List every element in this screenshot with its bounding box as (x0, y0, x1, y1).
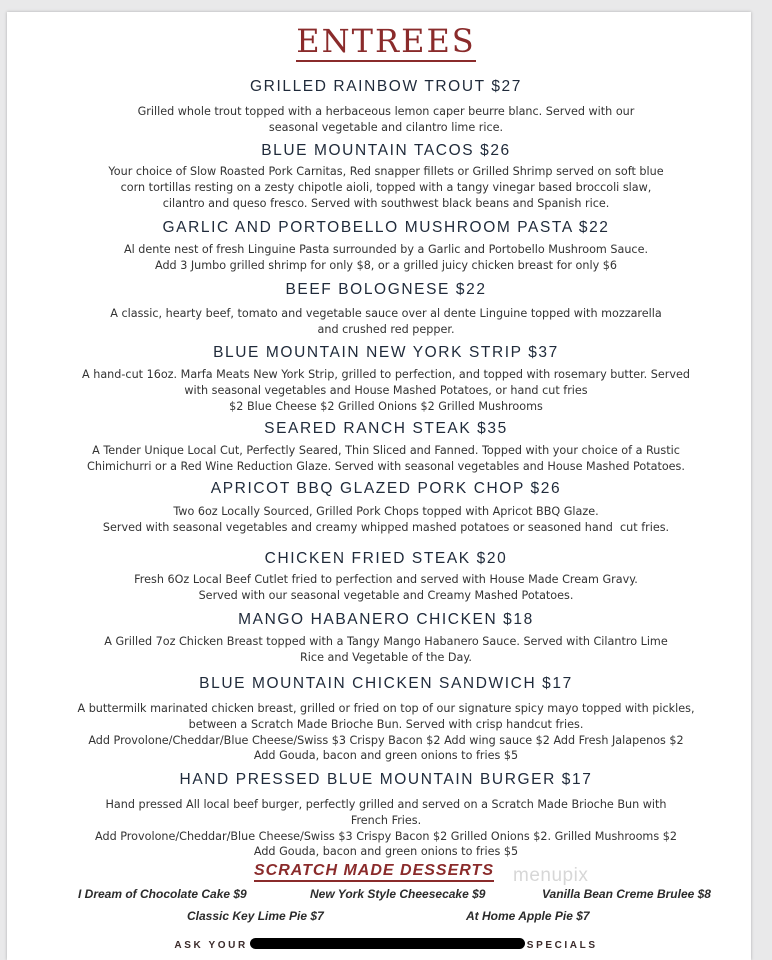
desserts-heading: SCRATCH MADE DESSERTS (254, 862, 494, 882)
entree-name: CHICKEN FRIED STEAK $20 (264, 550, 508, 567)
entree-name: APRICOT BBQ GLAZED PORK CHOP $26 (210, 480, 562, 497)
entree-description: Fresh 6Oz Local Beef Cutlet fried to perfection and served with House Made Cream Gravy. Served with our seasonal vegetable and Creamy Mashed Potatoes. (134, 573, 638, 602)
dessert-item: At Home Apple Pie $7 (466, 909, 590, 923)
entree-name: BLUE MOUNTAIN NEW YORK STRIP $37 (213, 344, 559, 361)
footer-note (0, 938, 772, 951)
entree-description: A classic, hearty beef, tomato and vegetable sauce over al dente Linguine topped with mozzarella and crushed red pepper. (110, 307, 662, 336)
dessert-item: Vanilla Bean Creme Brulee $8 (542, 887, 711, 901)
entree-name: GRILLED RAINBOW TROUT $27 (250, 78, 522, 95)
dessert-item: New York Style Cheesecake $9 (310, 887, 486, 901)
entree-description: A Tender Unique Local Cut, Perfectly Seared, Thin Sliced and Fanned. Topped with your choice of a Rustic Chimichurri or a Red Wine Reduction Glaze. Served with seasonal vegetables and House Mashed Potatoes. (87, 444, 685, 473)
footer-text-start: ASK YOUR (174, 940, 248, 951)
redaction-bar (250, 938, 525, 949)
dessert-item: Classic Key Lime Pie $7 (187, 909, 324, 923)
entree-description: Grilled whole trout topped with a herbaceous lemon caper beurre blanc. Served with our seasonal vegetable and cilantro lime rice. (137, 105, 635, 134)
entree-description: Hand pressed All local beef burger, perfectly grilled and served on a Scratch Made Brioche Bun with French Fries. Add Provolone/Cheddar/Blue Cheese/Swiss $3 Crispy Bacon $2 Grilled Onions $2. Grilled Mushrooms $2 Add Gouda, bacon and green onions to fries $5 (95, 798, 677, 859)
page-title: ENTREES (296, 22, 476, 60)
entree-name: BLUE MOUNTAIN TACOS $26 (261, 142, 511, 159)
entree-name: GARLIC AND PORTOBELLO MUSHROOM PASTA $22 (162, 219, 610, 236)
entree-name: HAND PRESSED BLUE MOUNTAIN BURGER $17 (179, 771, 593, 788)
entree-name: BEEF BOLOGNESE $22 (285, 281, 487, 298)
entree-description: Your choice of Slow Roasted Pork Carnitas, Red snapper fillets or Grilled Shrimp served on soft blue corn tortillas resting on a zesty chipotle aioli, topped with a tangy vinegar based broccoli slaw, cilantro and queso fresco. Served with southwest black beans and Spanish rice. (108, 165, 664, 210)
entree-description: Al dente nest of fresh Linguine Pasta surrounded by a Garlic and Portobello Mushroom Sauce. Add 3 Jumbo grilled shrimp for only $8, or a grilled juicy chicken breast for only $6 (123, 243, 649, 272)
entree-name: BLUE MOUNTAIN CHICKEN SANDWICH $17 (199, 675, 573, 692)
entree-description: Two 6oz Locally Sourced, Grilled Pork Chops topped with Apricot BBQ Glaze. Served with seasonal vegetables and creamy whipped mashed potatoes or seasoned hand cut fries. (102, 505, 670, 534)
footer-text-end: SPECIALS (526, 940, 598, 951)
watermark: menupix (513, 865, 589, 886)
entree-name: MANGO HABANERO CHICKEN $18 (238, 611, 534, 628)
entree-description: A hand-cut 16oz. Marfa Meats New York Strip, grilled to perfection, and topped with rosemary butter. Served with seasonal vegetables and House Mashed Potatoes, or hand cut fries $2 Blue Cheese $2 Grilled Onions $2 Grilled Mushrooms (82, 368, 690, 413)
entree-description: A buttermilk marinated chicken breast, grilled or fried on top of our signature spicy mayo topped with pickles, between a Scratch Made Brioche Bun. Served with crisp handcut fries. Add Provolone/Cheddar/Blue Cheese/Swiss $3 Crispy Bacon $2 Add wing sauce $2 Add Fresh Jalapenos $2 Add Gouda, bacon and green onions to fries $5 (77, 702, 695, 763)
entree-description: A Grilled 7oz Chicken Breast topped with a Tangy Mango Habanero Sauce. Served with Cilantro Lime Rice and Vegetable of the Day. (104, 635, 668, 664)
dessert-item: I Dream of Chocolate Cake $9 (78, 887, 247, 901)
entree-name: SEARED RANCH STEAK $35 (264, 420, 508, 437)
